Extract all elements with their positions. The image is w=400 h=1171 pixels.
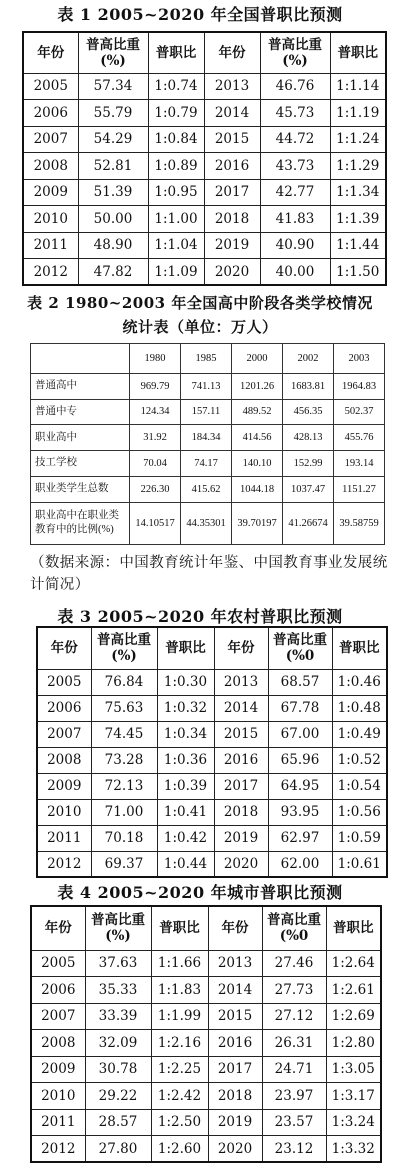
table-cell: 30.78 <box>85 1056 151 1083</box>
table-cell: 2015 <box>204 126 260 153</box>
table-cell: 2020 <box>208 1136 262 1163</box>
table-cell: 69.37 <box>91 851 157 877</box>
table-cell: 1:1.66 <box>151 950 208 977</box>
table-cell: 1:0.41 <box>157 799 214 825</box>
table-cell: 普通中专 <box>31 399 130 425</box>
table-cell: 74.45 <box>91 721 157 747</box>
table-cell: 1:0.56 <box>332 799 387 825</box>
column-header: 普职比 <box>148 32 204 73</box>
table-row <box>37 721 387 747</box>
table-cell: 技工学校 <box>31 451 130 477</box>
table-cell: 1151.27 <box>334 476 385 502</box>
table-row <box>31 399 385 425</box>
table-cell: 2012 <box>31 1136 85 1163</box>
table-cell: 1:1.19 <box>330 100 386 127</box>
table-cell: 29.22 <box>85 1083 151 1110</box>
table-cell: 1:2.50 <box>151 1109 208 1136</box>
table-cell: 23.12 <box>262 1136 326 1163</box>
column-header: 普职比 <box>332 627 387 669</box>
table-cell: 1:0.30 <box>157 669 214 695</box>
table-row <box>31 977 381 1004</box>
table1-title: 表 1 2005~2020 年全国普职比预测 <box>57 5 343 24</box>
table-row <box>23 126 386 153</box>
table-cell: 2012 <box>23 259 78 286</box>
header-row <box>23 32 386 73</box>
table-row <box>31 373 385 399</box>
table4-urban-ratio <box>30 905 382 1163</box>
table-cell: 2011 <box>31 1109 85 1136</box>
table-cell: 2010 <box>31 1083 85 1110</box>
table-cell: 1:3.17 <box>326 1083 381 1110</box>
table-cell: 93.95 <box>268 799 332 825</box>
table-cell: 27.12 <box>262 1003 326 1030</box>
table-cell: 1:0.34 <box>157 721 214 747</box>
table-cell: 39.58759 <box>334 502 385 544</box>
table2-title-line2: 统计表（单位：万人） <box>122 318 278 336</box>
table-cell: 35.33 <box>85 977 151 1004</box>
table-cell: 27.80 <box>85 1136 151 1163</box>
table-row <box>31 950 381 977</box>
table3-rural-ratio <box>36 626 388 878</box>
column-header: 年份 <box>23 32 78 73</box>
table-row <box>37 695 387 721</box>
table-cell: 2008 <box>31 1030 85 1057</box>
table-cell: 64.95 <box>268 773 332 799</box>
table-cell: 2020 <box>204 259 260 286</box>
table-cell: 1:1.04 <box>148 232 204 259</box>
table-cell: 1:0.95 <box>148 179 204 206</box>
table-cell: 184.34 <box>181 425 232 451</box>
table-cell: 1:2.80 <box>326 1030 381 1057</box>
table-cell: 44.72 <box>260 126 330 153</box>
table-cell: 1:0.84 <box>148 126 204 153</box>
table-cell: 1:1.34 <box>330 179 386 206</box>
table-cell: 1:1.44 <box>330 232 386 259</box>
table-cell: 2006 <box>37 695 91 721</box>
column-header: 1985 <box>181 344 232 374</box>
table-cell: 2008 <box>37 747 91 773</box>
table-row <box>23 153 386 180</box>
table-cell: 62.97 <box>268 825 332 851</box>
table-cell: 76.84 <box>91 669 157 695</box>
table-cell: 414.56 <box>232 425 283 451</box>
table-cell: 43.73 <box>260 153 330 180</box>
table-row <box>31 1083 381 1110</box>
table-cell: 1:2.64 <box>326 950 381 977</box>
table-cell: 1:1.39 <box>330 206 386 233</box>
table-row <box>37 825 387 851</box>
table-cell: 2006 <box>31 977 85 1004</box>
column-header: 2002 <box>283 344 334 374</box>
table-cell: 54.29 <box>78 126 148 153</box>
table-cell: 40.00 <box>260 259 330 286</box>
table-row <box>23 73 386 100</box>
table-cell: 普通高中 <box>31 373 130 399</box>
table-cell: 75.63 <box>91 695 157 721</box>
table-cell: 2005 <box>31 950 85 977</box>
table2-school-statistics <box>30 343 385 545</box>
table-cell: 428.13 <box>283 425 334 451</box>
table-cell: 2019 <box>204 232 260 259</box>
table-cell: 职业类学生总数 <box>31 476 130 502</box>
column-header: 普高比重(%0 <box>268 627 332 669</box>
table-cell: 1:0.39 <box>157 773 214 799</box>
table-row <box>37 669 387 695</box>
table-cell: 152.99 <box>283 451 334 477</box>
table-row <box>23 179 386 206</box>
table-cell: 27.73 <box>262 977 326 1004</box>
table-cell: 1:0.61 <box>332 851 387 877</box>
table-cell: 1:2.61 <box>326 977 381 1004</box>
table-cell: 48.90 <box>78 232 148 259</box>
table-cell: 2010 <box>23 206 78 233</box>
column-header: 普职比 <box>326 906 381 950</box>
column-header: 年份 <box>208 906 262 950</box>
table-cell: 1:0.54 <box>332 773 387 799</box>
table-cell: 职业高中在职业类教育中的比例(%) <box>31 502 130 544</box>
table-cell: 47.82 <box>78 259 148 286</box>
table-cell: 1:0.79 <box>148 100 204 127</box>
header-row <box>37 627 387 669</box>
table-cell: 26.31 <box>262 1030 326 1057</box>
table-cell: 2016 <box>214 747 268 773</box>
table-cell: 1:1.50 <box>330 259 386 286</box>
column-header: 普职比 <box>330 32 386 73</box>
table-cell: 1:1.24 <box>330 126 386 153</box>
table-cell: 74.17 <box>181 451 232 477</box>
table-cell: 1:0.74 <box>148 73 204 100</box>
table-cell: 2013 <box>204 73 260 100</box>
column-header: 2000 <box>232 344 283 374</box>
table-cell: 1:3.24 <box>326 1109 381 1136</box>
table-cell: 2019 <box>208 1109 262 1136</box>
column-header: 年份 <box>204 32 260 73</box>
table-cell: 23.97 <box>262 1083 326 1110</box>
table-row <box>31 476 385 502</box>
table-cell: 2010 <box>37 799 91 825</box>
table-row <box>23 100 386 127</box>
table-cell: 1:0.32 <box>157 695 214 721</box>
table-cell: 1:1.09 <box>148 259 204 286</box>
table-cell: 2007 <box>23 126 78 153</box>
header-row <box>31 344 385 374</box>
column-header: 普高比重(%) <box>260 32 330 73</box>
table-cell: 2018 <box>204 206 260 233</box>
table-cell: 67.78 <box>268 695 332 721</box>
table-cell: 51.39 <box>78 179 148 206</box>
table-cell: 969.79 <box>130 373 181 399</box>
table-cell: 2009 <box>31 1056 85 1083</box>
column-header: 普职比 <box>157 627 214 669</box>
table-cell: 2017 <box>208 1056 262 1083</box>
table-cell: 1044.18 <box>232 476 283 502</box>
table-cell: 1683.81 <box>283 373 334 399</box>
table-cell: 23.57 <box>262 1109 326 1136</box>
table-cell: 2018 <box>214 799 268 825</box>
table-cell: 2006 <box>23 100 78 127</box>
table-cell: 1:2.60 <box>151 1136 208 1163</box>
column-header: 年份 <box>31 906 85 950</box>
table-cell: 2005 <box>23 73 78 100</box>
table-cell: 62.00 <box>268 851 332 877</box>
table-cell: 2007 <box>31 1003 85 1030</box>
column-header: 普职比 <box>151 906 208 950</box>
table-cell: 1:3.05 <box>326 1056 381 1083</box>
table-cell: 1:1.00 <box>148 206 204 233</box>
table-row <box>37 747 387 773</box>
table-cell: 2005 <box>37 669 91 695</box>
table-cell: 456.35 <box>283 399 334 425</box>
table-cell: 1:0.59 <box>332 825 387 851</box>
table-cell: 1:2.25 <box>151 1056 208 1083</box>
table-cell: 1:1.99 <box>151 1003 208 1030</box>
table-cell: 2017 <box>204 179 260 206</box>
table-cell: 39.70197 <box>232 502 283 544</box>
table-cell: 489.52 <box>232 399 283 425</box>
table-cell: 2014 <box>208 977 262 1004</box>
table-cell: 71.00 <box>91 799 157 825</box>
table-cell: 31.92 <box>130 425 181 451</box>
table-cell: 1201.26 <box>232 373 283 399</box>
table-cell: 57.34 <box>78 73 148 100</box>
column-header: 年份 <box>37 627 91 669</box>
table-cell: 226.30 <box>130 476 181 502</box>
column-header: 普高比重(%) <box>78 32 148 73</box>
table-row <box>31 451 385 477</box>
table-cell: 1:0.46 <box>332 669 387 695</box>
table-cell: 193.14 <box>334 451 385 477</box>
table-row <box>31 1003 381 1030</box>
table-cell: 1:3.32 <box>326 1136 381 1163</box>
table-row <box>23 259 386 286</box>
table-cell: 55.79 <box>78 100 148 127</box>
column-header: 普高比重(%) <box>85 906 151 950</box>
table-cell: 24.71 <box>262 1056 326 1083</box>
table-row <box>23 232 386 259</box>
table-cell: 2007 <box>37 721 91 747</box>
table-cell: 1037.47 <box>283 476 334 502</box>
table-row <box>37 773 387 799</box>
table-cell: 2009 <box>23 179 78 206</box>
table-cell: 1964.83 <box>334 373 385 399</box>
table-cell: 职业高中 <box>31 425 130 451</box>
column-header: 2003 <box>334 344 385 374</box>
table-cell: 157.11 <box>181 399 232 425</box>
table-cell: 2015 <box>214 721 268 747</box>
table-cell: 2014 <box>204 100 260 127</box>
table-cell: 2008 <box>23 153 78 180</box>
table-cell: 50.00 <box>78 206 148 233</box>
table-cell: 1:1.14 <box>330 73 386 100</box>
table-cell: 41.26674 <box>283 502 334 544</box>
table-cell: 1:2.42 <box>151 1083 208 1110</box>
table-cell: 2019 <box>214 825 268 851</box>
table-cell: 37.63 <box>85 950 151 977</box>
table-row <box>31 425 385 451</box>
table-cell: 2013 <box>208 950 262 977</box>
table-row <box>31 1109 381 1136</box>
table-cell: 2011 <box>23 232 78 259</box>
table-cell: 28.57 <box>85 1109 151 1136</box>
table-cell: 1:0.49 <box>332 721 387 747</box>
table-cell: 2009 <box>37 773 91 799</box>
column-header <box>31 344 130 374</box>
column-header: 普高比重(%0 <box>262 906 326 950</box>
table-row <box>37 851 387 877</box>
table-row <box>23 206 386 233</box>
table-cell: 40.90 <box>260 232 330 259</box>
table-cell: 2012 <box>37 851 91 877</box>
table-cell: 52.81 <box>78 153 148 180</box>
table-cell: 65.96 <box>268 747 332 773</box>
table-cell: 1:0.52 <box>332 747 387 773</box>
table-cell: 44.35301 <box>181 502 232 544</box>
table-cell: 1:0.42 <box>157 825 214 851</box>
source-note: （数据来源：中国教育统计年鉴、中国教育事业发展统计简况） <box>30 555 388 593</box>
table-cell: 1:2.16 <box>151 1030 208 1057</box>
table-row <box>31 502 385 544</box>
table-cell: 415.62 <box>181 476 232 502</box>
table-row <box>31 1030 381 1057</box>
table-cell: 67.00 <box>268 721 332 747</box>
table-cell: 1:0.89 <box>148 153 204 180</box>
table-cell: 140.10 <box>232 451 283 477</box>
table-cell: 33.39 <box>85 1003 151 1030</box>
column-header: 1980 <box>130 344 181 374</box>
table-row <box>31 1136 381 1163</box>
table-cell: 124.34 <box>130 399 181 425</box>
table-cell: 70.18 <box>91 825 157 851</box>
table-cell: 2011 <box>37 825 91 851</box>
table2-title-line1: 表 2 1980~2003 年全国高中阶段各类学校情况 <box>27 294 373 312</box>
table-row <box>37 799 387 825</box>
column-header: 年份 <box>214 627 268 669</box>
table-cell: 1:0.36 <box>157 747 214 773</box>
table-cell: 2016 <box>208 1030 262 1057</box>
table-cell: 42.77 <box>260 179 330 206</box>
table-cell: 2013 <box>214 669 268 695</box>
table-cell: 1:2.69 <box>326 1003 381 1030</box>
table-cell: 68.57 <box>268 669 332 695</box>
table-cell: 741.13 <box>181 373 232 399</box>
column-header: 普高比重(%) <box>91 627 157 669</box>
table-cell: 46.76 <box>260 73 330 100</box>
table-cell: 2016 <box>204 153 260 180</box>
table-cell: 2015 <box>208 1003 262 1030</box>
table-cell: 14.10517 <box>130 502 181 544</box>
table-cell: 72.13 <box>91 773 157 799</box>
table-cell: 1:1.29 <box>330 153 386 180</box>
table-cell: 455.76 <box>334 425 385 451</box>
table-cell: 1:1.83 <box>151 977 208 1004</box>
table-cell: 32.09 <box>85 1030 151 1057</box>
table-cell: 2020 <box>214 851 268 877</box>
table1-national-ratio <box>22 31 387 286</box>
table-cell: 70.04 <box>130 451 181 477</box>
table-row <box>31 1056 381 1083</box>
table-cell: 73.28 <box>91 747 157 773</box>
table-cell: 502.37 <box>334 399 385 425</box>
table-cell: 1:0.48 <box>332 695 387 721</box>
table-cell: 45.73 <box>260 100 330 127</box>
table-cell: 27.46 <box>262 950 326 977</box>
table-cell: 41.83 <box>260 206 330 233</box>
table4-title: 表 4 2005~2020 年城市普职比预测 <box>57 883 343 902</box>
table-cell: 2018 <box>208 1083 262 1110</box>
header-row <box>31 906 381 950</box>
table-cell: 2014 <box>214 695 268 721</box>
table-cell: 2017 <box>214 773 268 799</box>
table-cell: 1:0.44 <box>157 851 214 877</box>
table3-title: 表 3 2005~2020 年农村普职比预测 <box>57 607 343 626</box>
